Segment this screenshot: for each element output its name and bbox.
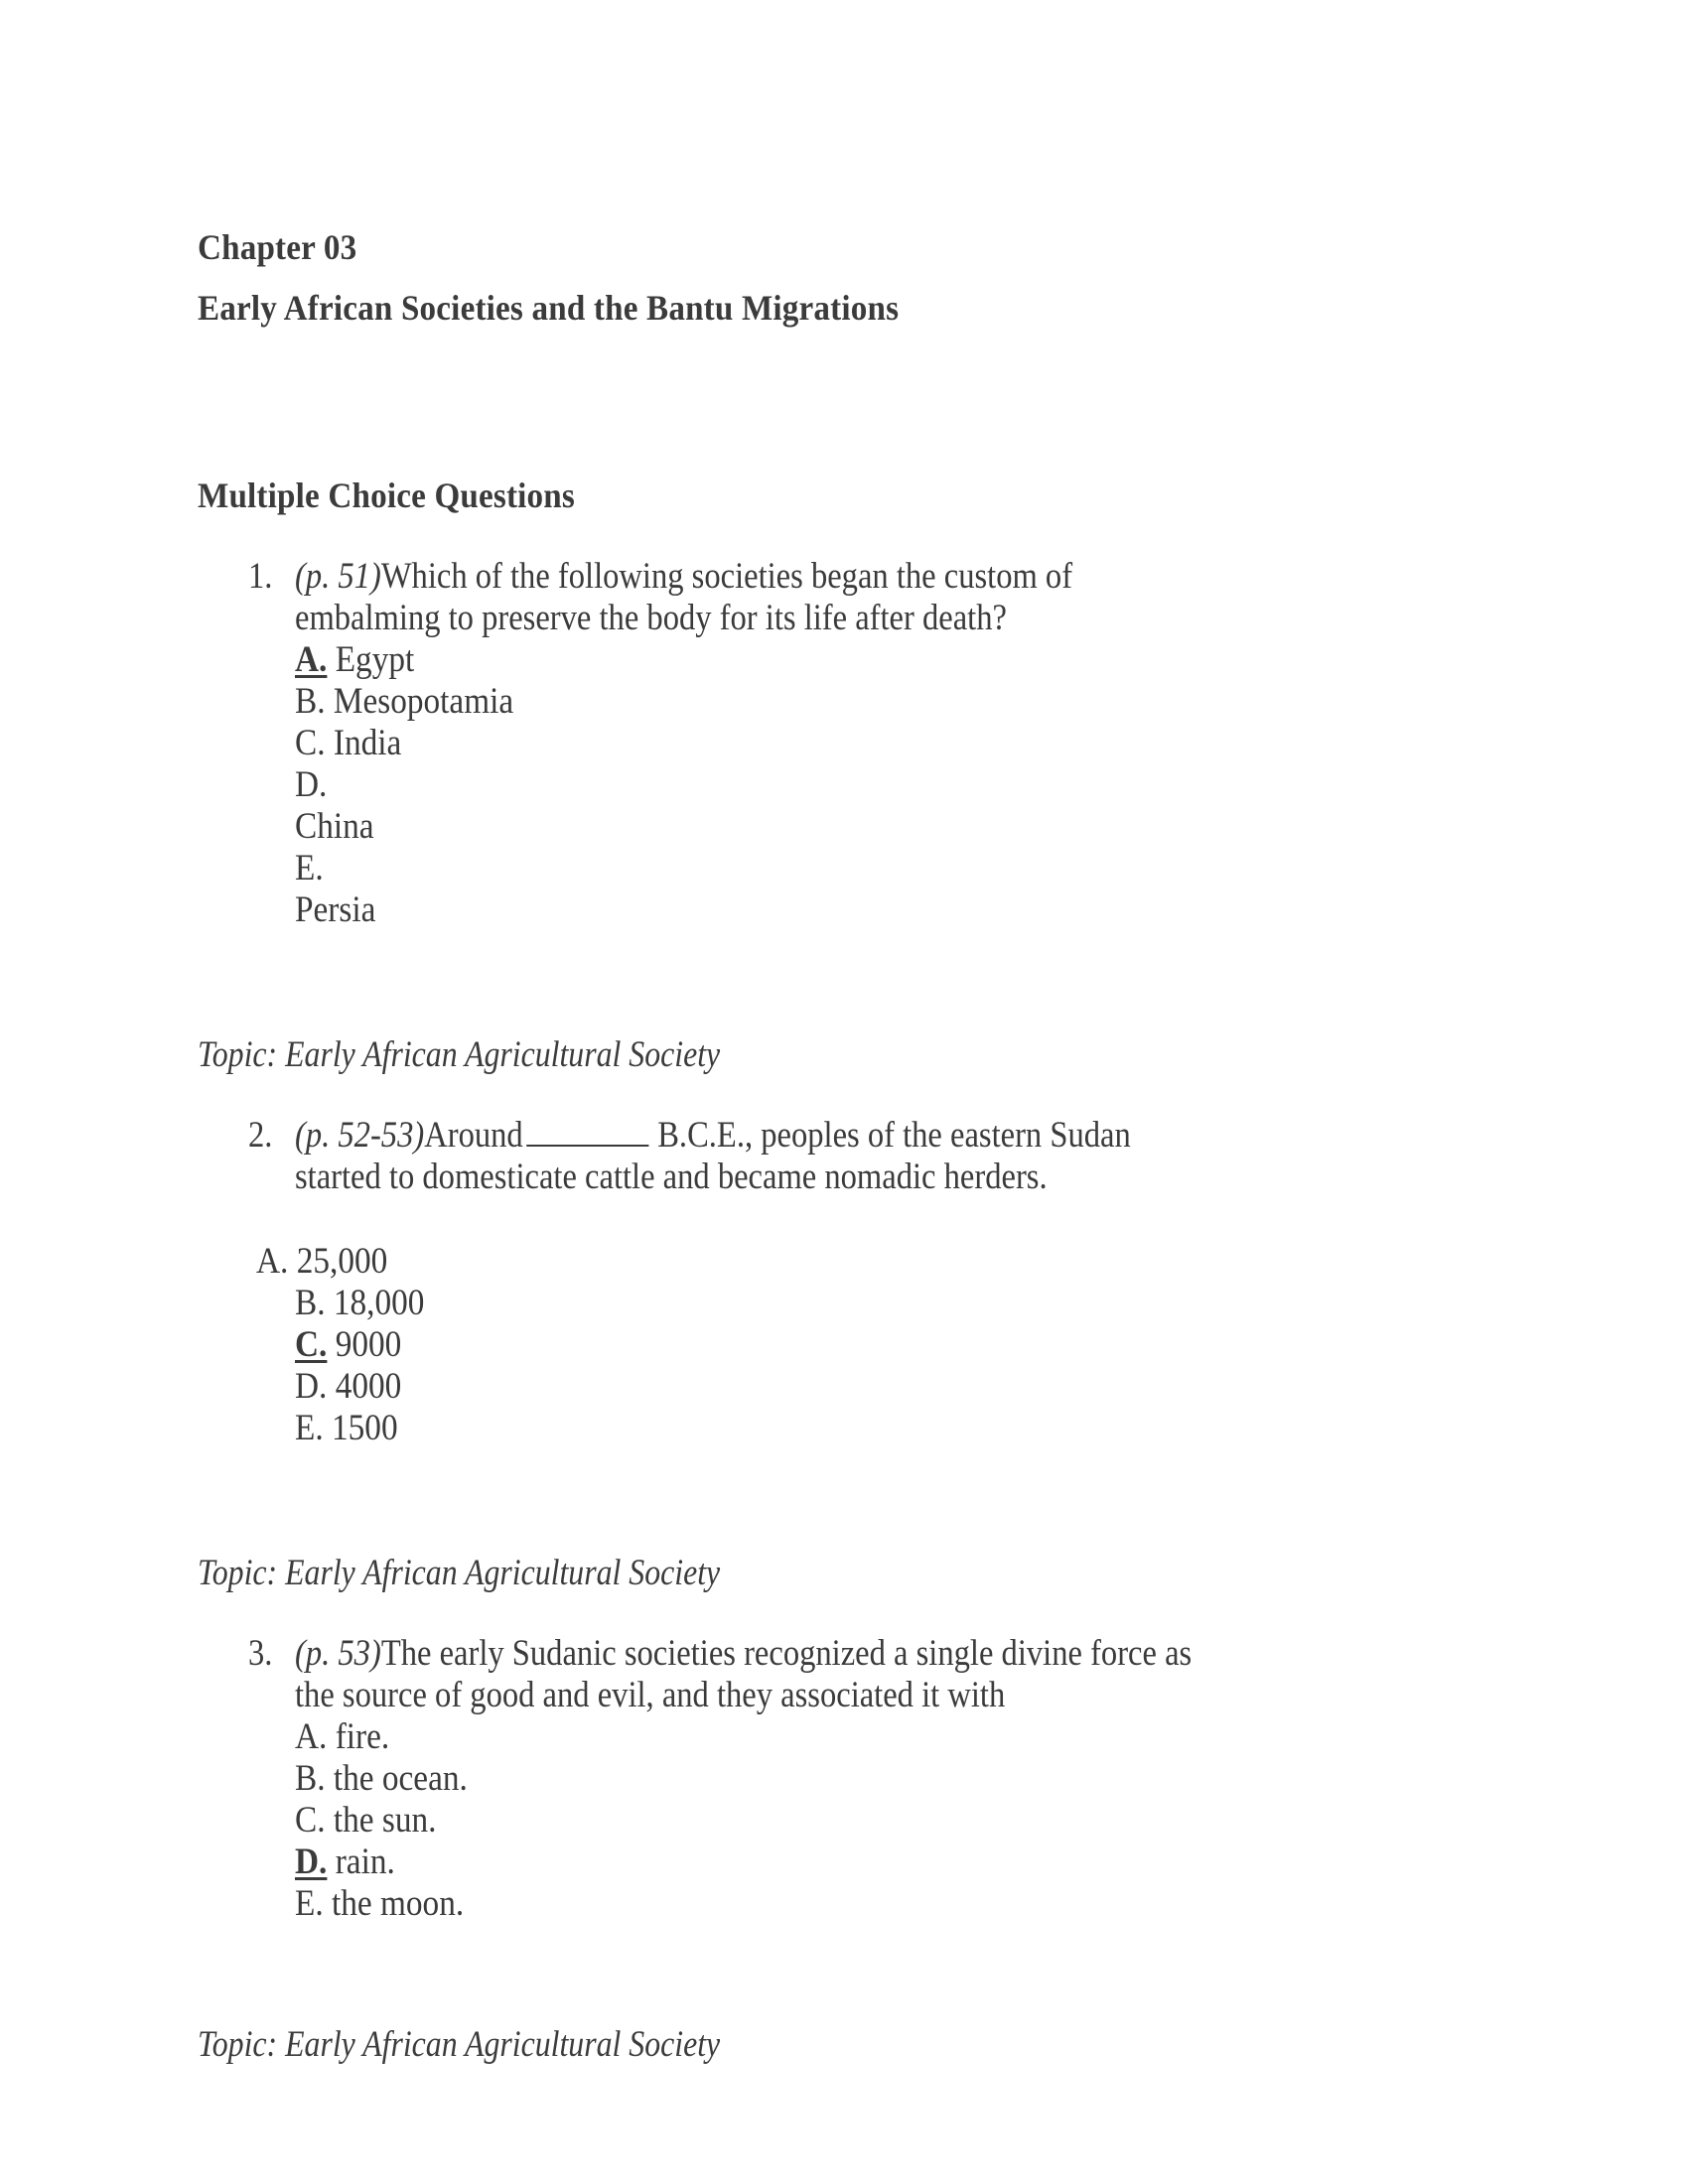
option-text: Mesopotamia — [333, 681, 514, 722]
option-a — [295, 639, 414, 681]
option-b — [295, 1758, 468, 1800]
option-c — [295, 723, 401, 764]
option-d-text: China — [295, 806, 374, 847]
option-e-text: Persia — [295, 889, 376, 930]
option-letter: E. — [295, 1408, 324, 1448]
option-e — [295, 1883, 464, 1925]
option-text: fire. — [335, 1716, 390, 1757]
option-e — [295, 1408, 398, 1449]
option-letter: B. — [295, 1758, 326, 1799]
option-text: rain. — [335, 1842, 395, 1882]
option-text: 18,000 — [333, 1283, 425, 1323]
topic-label: Topic: Early African Agricultural Society — [198, 1553, 721, 1593]
page-reference: (p. 53) — [295, 1633, 381, 1674]
option-letter: A. — [256, 1241, 289, 1282]
question-text-line2: embalming to preserve the body for its life after death? — [295, 598, 1007, 638]
option-d — [295, 1842, 395, 1883]
option-text: the ocean. — [333, 1758, 468, 1799]
option-letter: D. — [295, 1842, 328, 1882]
option-letter: B. — [295, 681, 326, 722]
page-reference: (p. 51) — [295, 556, 381, 597]
chapter-title: Early African Societies and the Bantu Migrations — [198, 288, 900, 328]
option-a — [256, 1241, 387, 1283]
option-letter: A. — [295, 1716, 328, 1757]
option-d-letter: D. — [295, 764, 328, 805]
option-b — [295, 681, 513, 723]
option-text: India — [333, 723, 402, 763]
option-letter: D. — [295, 1366, 328, 1407]
option-letter: C. — [295, 1324, 328, 1365]
option-text: 1500 — [331, 1408, 398, 1448]
option-letter: C. — [295, 723, 326, 763]
option-text: Egypt — [335, 639, 415, 680]
option-e-letter: E. — [295, 848, 324, 888]
option-letter: A. — [295, 639, 328, 680]
question-text — [295, 556, 1072, 598]
option-text: the moon. — [331, 1883, 465, 1924]
option-text: 25,000 — [296, 1241, 388, 1282]
question-text-line2: the source of good and evil, and they associated it with — [295, 1675, 1006, 1715]
option-a — [295, 1716, 389, 1758]
option-letter: C. — [295, 1800, 326, 1841]
question-text — [295, 1115, 1131, 1157]
question-text-line1: Which of the following societies began the custom of — [380, 556, 1073, 597]
section-heading: Multiple Choice Questions — [198, 476, 575, 515]
option-letter: E. — [295, 1883, 324, 1924]
question-number: 1. — [248, 556, 273, 597]
question-number: 2. — [248, 1115, 273, 1156]
option-text: the sun. — [333, 1800, 437, 1841]
question-text — [295, 1633, 1192, 1675]
option-c — [295, 1800, 436, 1842]
topic-label: Topic: Early African Agricultural Society — [198, 2024, 721, 2065]
page-reference: (p. 52-53) — [295, 1115, 425, 1156]
option-text: 9000 — [335, 1324, 402, 1365]
question-text-before-blank: Around — [424, 1115, 523, 1156]
option-text: 4000 — [335, 1366, 402, 1407]
question-text-after-blank: B.C.E., peoples of the eastern Sudan — [657, 1115, 1131, 1156]
question-number: 3. — [248, 1633, 273, 1674]
option-b — [295, 1283, 424, 1324]
option-letter: B. — [295, 1283, 326, 1323]
fill-in-blank — [526, 1115, 648, 1147]
question-text-line1: The early Sudanic societies recognized a single divine force as — [380, 1633, 1193, 1674]
option-d — [295, 1366, 401, 1408]
chapter-number: Chapter 03 — [198, 227, 357, 267]
topic-label: Topic: Early African Agricultural Society — [198, 1034, 721, 1075]
option-c — [295, 1324, 401, 1366]
question-text-line2: started to domesticate cattle and became nomadic herders. — [295, 1157, 1048, 1197]
